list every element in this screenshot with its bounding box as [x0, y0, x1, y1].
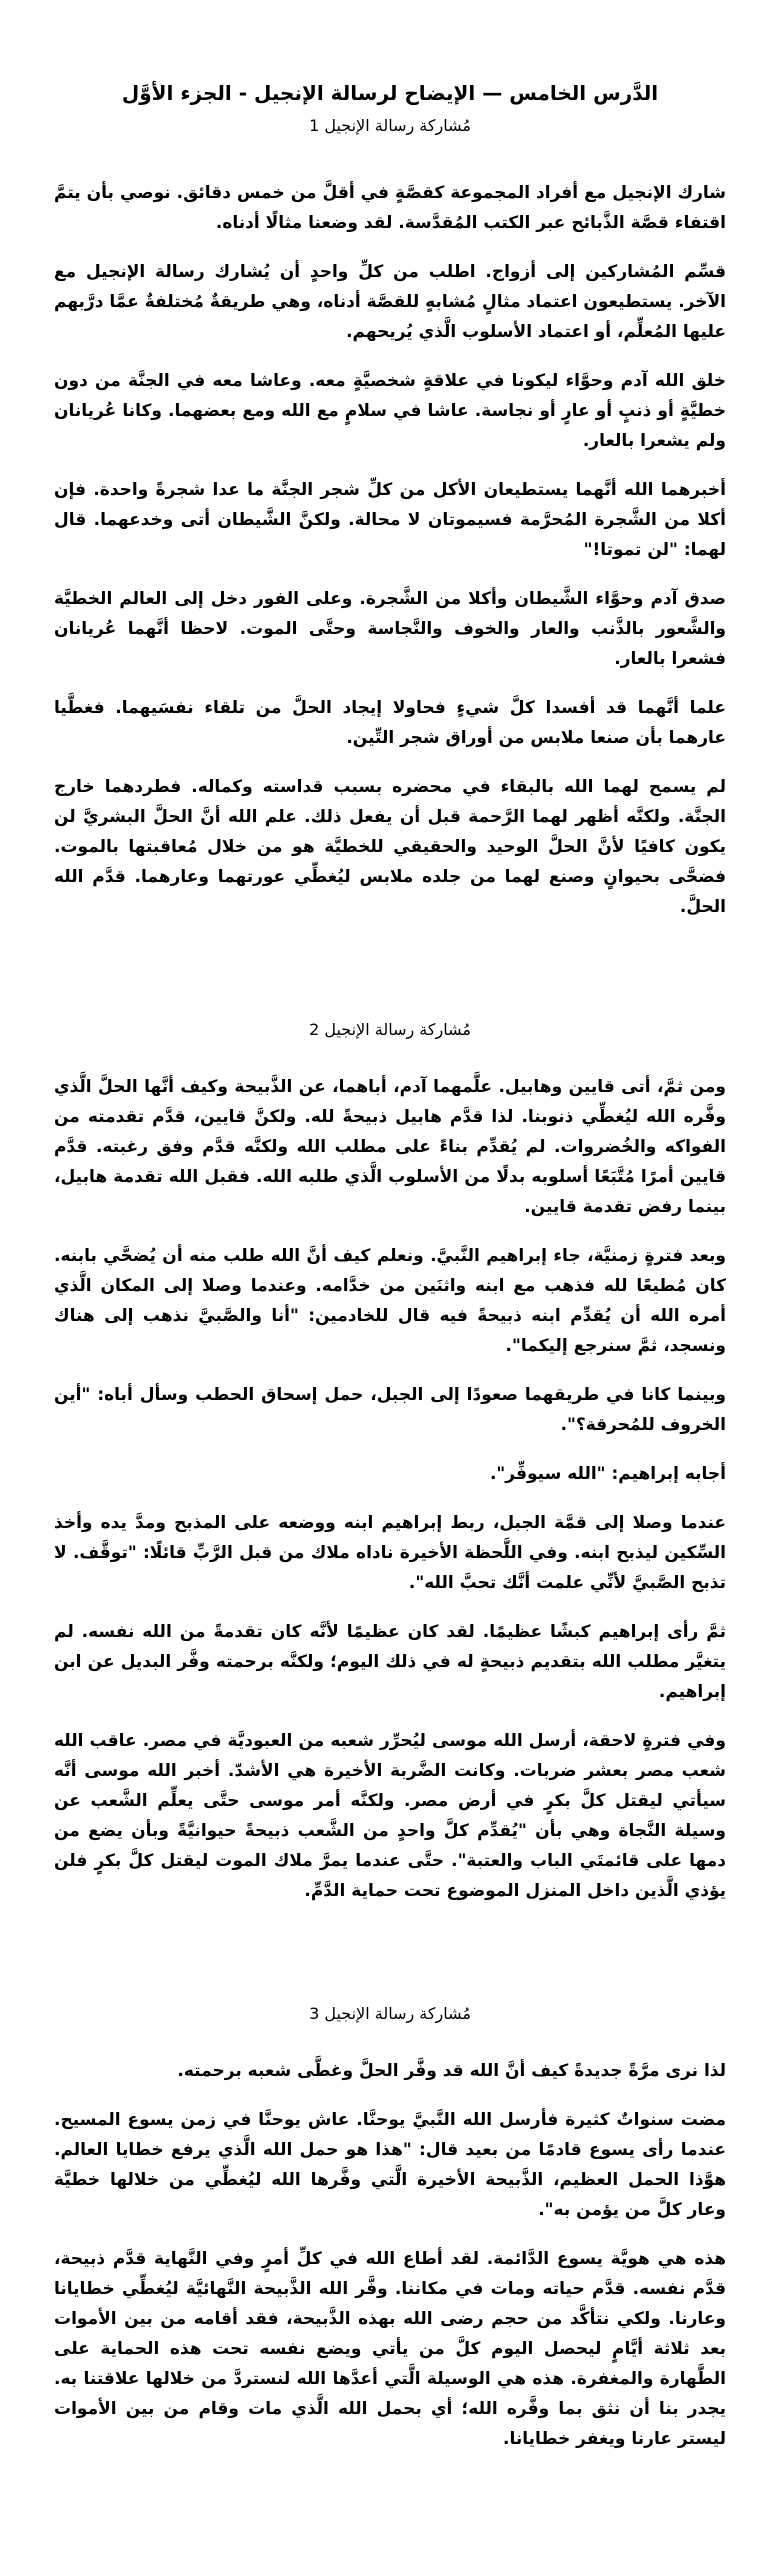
section-1-heading: مُشاركة رسالة الإنجيل 1: [309, 116, 471, 135]
paragraph: أجابه إبراهيم: "الله سيوفِّر".: [489, 1464, 726, 1484]
paragraph: وبعد فترةٍ زمنيَّة، جاء إبراهيم النَّبيَّ. ونعلم كيف أنَّ الله طلب منه أن يُضحَّي بابنه. كان مُطيعًا لله فذهب مع ابنه واثنَين من خدَّامه. وعندما وصلا إلى المكان الَّذي أمره الله أن يُقدِّم ابنه ذبيحةً فيه قال للخادمين: "أنا والصَّبيَّ نذهب إلى هناك ونسجد، ثمَّ سنرجع إليكما".: [54, 1246, 726, 1356]
paragraph: هذه هي هويَّة يسوع الدَّائمة. لقد أطاع الله في كلِّ أمرٍ وفي النَّهاية قدَّم ذبيحة، قدَّم نفسه. قدَّم حياته ومات في مكاننا. وفَّر الله الذَّبيحة النَّهائيَّة ليُغطِّي خطايانا وعارنا. ولكي نتأكَّد من حجم رضى الله بهذه الذَّبيحة، فقد أقامه من بين الأموات بعد ثلاثة أيَّامٍ ليحصل اليوم كلَّ من يأتي ويضع نفسه تحت هذه الحماية على الطَّهارة والمغفرة. هذه هي الوسيلة الَّتي أعدَّها الله لنستردَّ من خلالها علاقتنا به. يجدر بنا أن نثق بما وفَّره الله؛ أي بحمل الله الَّذي مات وقام من بين الأموات ليستر عارنا ويغفر خطايانا.: [54, 2249, 726, 2449]
paragraph: صدق آدم وحوَّاء الشَّيطان وأكلا من الشَّجرة. وعلى الفور دخل إلى العالم الخطيَّة والشَّعور بالذَّنب والعار والخوف والنَّجاسة وحتَّى الموت. لاحظا أنَّهما عُريانان فشعرا بالعار.: [54, 589, 726, 669]
paragraph: عندما وصلا إلى قمَّة الجبل، ربط إبراهيم ابنه ووضعه على المذبح ومدَّ يده وأخذ السِّكين ليذبح ابنه. وفي اللَّحظة الأخيرة ناداه ملاك من قبل الرَّبِّ قائلًا: "توقَّف. لا تذبح الصَّبيَّ لأنِّي علمت أنَّك تحبَّ الله".: [54, 1513, 726, 1593]
paragraph: ومن ثمَّ، أتى قايين وهابيل. علَّمهما آدم، أباهما، عن الذَّبيحة وكيف أنَّها الحلَّ الَّذي وفَّره الله ليُغطِّي ذنوبنا. لذا قدَّم هابيل ذبيحةً لله. ولكنَّ قايين، قدَّم تقدمته من الفواكه والخُضروات. لم يُقدِّم بناءً على مطلب الله ولكنَّه قدَّم وفق رغبته. قدَّم قايين أمرًا مُتَّبَعًا أسلوبه بدلًا من الأسلوب الَّذي طلبه الله. فقبل الله تقدمة هابيل، بينما رفض تقدمة قايين.: [54, 1077, 726, 1217]
paragraph: وبينما كانا في طريقهما صعودًا إلى الجبل، حمل إسحاق الحطب وسأل أباه: "أين الخروف للمُحرقة؟".: [54, 1385, 726, 1435]
section-gospel-sharing-2: [54, 1018, 726, 1906]
paragraph: شارك الإنجيل مع أفراد المجموعة كقصَّةٍ في أقلَّ من خمس دقائق. نوصي بأن يتمَّ اقتفاء قصَّة الذَّبائح عبر الكتب المُقدَّسة. لقد وضعنا مثالًا أدناه.: [54, 183, 726, 233]
paragraph: علما أنَّهما قد أفسدا كلَّ شيءٍ فحاولا إيجاد الحلَّ من تلقاء نفسَيهما. فغطَّيا عارهما بأن صنعا ملابس من أوراق شجر التِّين.: [54, 698, 726, 748]
page-title: الدَّرس الخامس — الإيضاح لرسالة الإنجيل - الجزء الأوَّل: [121, 81, 659, 105]
section-3-heading: مُشاركة رسالة الإنجيل 3: [309, 2004, 471, 2023]
paragraph: لذا نرى مرَّةً جديدةً كيف أنَّ الله قد وفَّر الحلَّ وغطَّى شعبه برحمته.: [177, 2061, 726, 2081]
paragraph: لم يسمح لهما الله بالبقاء في محضره بسبب قداسته وكماله. فطردهما خارج الجنَّة. ولكنَّه أظهر لهما الرَّحمة قبل أن يفعل ذلك. علم الله أنَّ الحلَّ البشريَّ لن يكون كافيًا لأنَّ الحلَّ الوحيد والحقيقي للخطيَّة هو من خلال مُعاقبتها بالموت. فضحَّى بحيوانٍ وصنع لهما من جلده ملابس ليُغطِّي عورتهما وعارهما. قدَّم الله الحلَّ.: [54, 777, 726, 917]
paragraph: خلق الله آدم وحوَّاء ليكونا في علاقةٍ شخصيَّةٍ معه. وعاشا معه في الجنَّة من دون خطيَّةٍ أو ذنبٍ أو عارٍ أو نجاسة. عاشا في سلامٍ مع الله ومع بعضهما. وكانا عُريانان ولم يشعرا بالعار.: [54, 371, 726, 451]
paragraph: وفي فترةٍ لاحقة، أرسل الله موسى ليُحرِّر شعبه من العبوديَّة في مصر. عاقب الله شعب مصر بعشر ضربات. وكانت الضَّربة الأخيرة هي الأشدّ. أخبر الله موسى أنَّه سيأتي ليقتل كلَّ بكرٍ في أرض مصر. ولكنَّه أمر موسى حتَّى يعلِّم الشَّعب عن وسيلة النَّجاة وهي بأن "يُقدِّم كلَّ واحدٍ من الشَّعب ذبيحةً حيوانيَّةً وبأن يضع من دمها على قائمتَي الباب والعتبة". حتَّى عندما يمرَّ ملاك الموت ليقتل كلَّ بكرٍ فلن يؤذي الَّذين داخل المنزل الموضوع تحت حماية الدَّمِّ.: [54, 1731, 726, 1901]
paragraph: مضت سنواتٌ كثيرة فأرسل الله النَّبيَّ يوحنَّا. عاش يوحنَّا في زمن يسوع المسيح. عندما رأى يسوع قادمًا من بعيد قال: "هذا هو حمل الله الَّذي يرفع خطايا العالم. هوَّذا الحمل العظيم، الذَّبيحة الأخيرة الَّتي وفَّرها الله ليُغطِّي من خلالها خطيَّة وعار كلَّ من يؤمن به".: [54, 2110, 726, 2220]
paragraph: أخبرهما الله أنَّهما يستطيعان الأكل من كلِّ شجر الجنَّة ما عدا شجرةً واحدة. فإن أكلا من الشَّجرة المُحرَّمة فسيموتان لا محالة. ولكنَّ الشَّيطان أتى وخدعهما. قال لهما: "لن تموتا!": [54, 480, 726, 560]
paragraph: قسِّم المُشاركين إلى أزواج. اطلب من كلِّ واحدٍ أن يُشارك رسالة الإنجيل مع الآخر. يستطيعون اعتماد مثالٍ مُشابهٍ للقصَّة أدناه، وهي طريقةٌ مُختلفةٌ عمَّا درَّبهم عليها المُعلِّم، أو اعتماد الأسلوب الَّذي يُريحهم.: [54, 262, 726, 342]
section-2-heading: مُشاركة رسالة الإنجيل 2: [309, 1020, 471, 1039]
section-gospel-sharing-3: [54, 2002, 726, 2454]
paragraph: ثمَّ رأى إبراهيم كبشًا عظيمًا. لقد كان عظيمًا لأنَّه كان تقدمةً من الله نفسه. لم يتغيَّر مطلب الله بتقديم ذبيحةٍ له في ذلك اليوم؛ ولكنَّه برحمته وفَّر البديل عن ابن إبراهيم.: [54, 1622, 726, 1702]
section-gospel-sharing-1: [54, 114, 726, 922]
